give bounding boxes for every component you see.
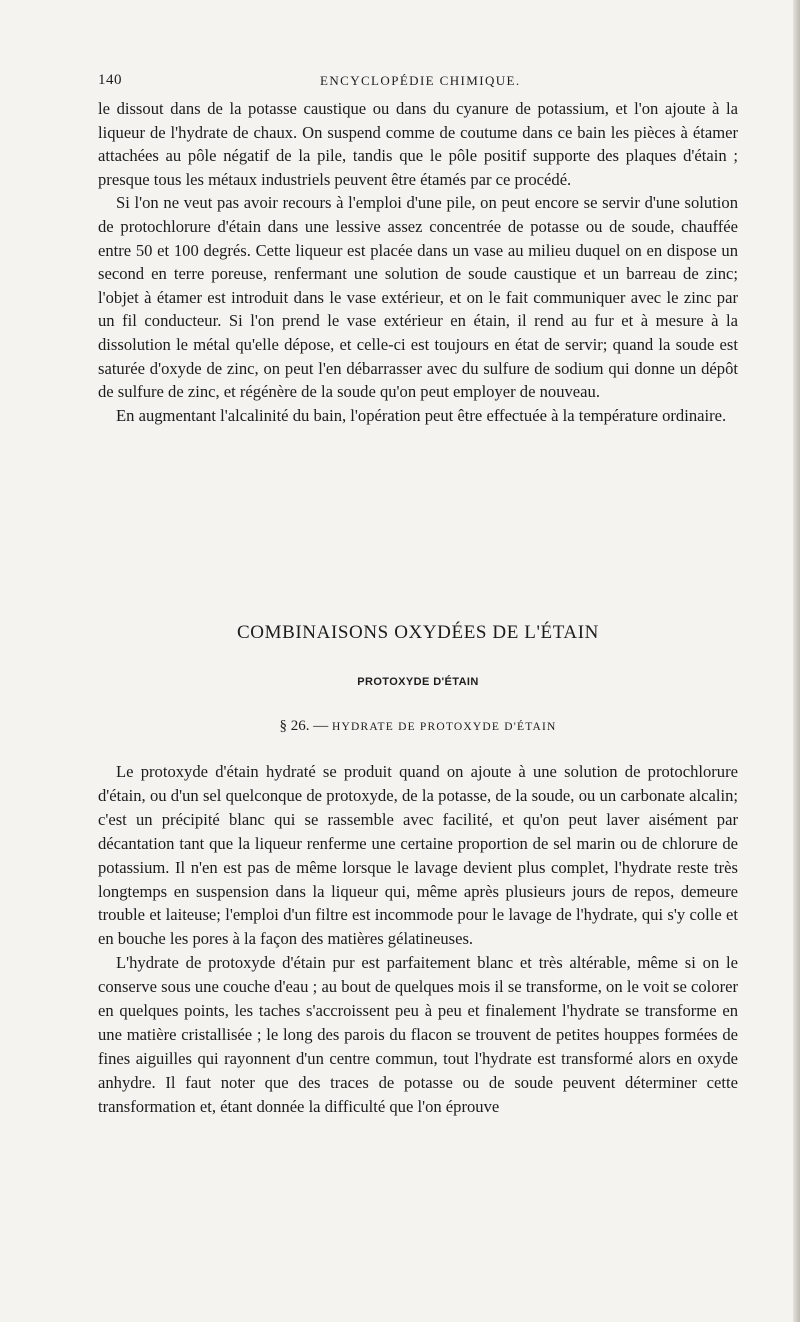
section-title: HYDRATE DE PROTOXYDE D'ÉTAIN (331, 721, 557, 733)
page-edge (793, 0, 800, 1322)
section-heading (98, 718, 738, 735)
paragraph: Si l'on ne veut pas avoir recours à l'emploi d'une pile, on peut encore se servir d'une solution de protochlorure d'étain dans une lessive assez concentrée de potasse ou de soude, chauffée entre 50 et 100 degrés. Cette liqueur est placée dans un vase au milieu duquel on en dispose un second en terre poreuse, renfermant une solution de soude caustique et un barreau de zinc; l'objet à étamer est introduit dans le vase extérieur, et on le fait communiquer avec le zinc par un fil conducteur. Si l'on prend le vase extérieur en étain, il rend au fur et à mesure à la dissolution le métal qu'elle dépose, et celle-ci est toujours en état de servir; quand la soude est saturée d'oxyde de zinc, on peut l'en débarrasser avec du sulfure de sodium qui donne un dépôt de sulfure de zinc, et régénère de la soude qu'on peut employer de nouveau. (98, 193, 738, 402)
chapter-heading: COMBINAISONS OXYDÉES DE L'ÉTAIN (237, 622, 599, 643)
paragraph: L'hydrate de protoxyde d'étain pur est parfaitement blanc et très altérable, même si on le conserve sous une couche d'eau ; au bout de quelques mois il se transforme, on le voit se colorer en quelques points, les taches s'accroissent peu à peu et finalement l'hydrate se transforme en une matière cristallisée ; le long des parois du flacon se trouvent de petites houppes formées de fines aiguilles qui rayonnent d'un centre commun, tout l'hydrate est transformé alors en oxyde anhydre. Il faut noter que des traces de potasse ou de soude peuvent déterminer cette transformation et, étant donnée la difficulté que l'on éprouve (98, 953, 738, 1116)
body-text-top (98, 97, 738, 427)
page-number: 140 (98, 72, 122, 88)
paragraph: le dissout dans de la potasse caustique ou dans du cyanure de potassium, et l'on ajoute à la liqueur de l'hydrate de chaux. On suspend comme de coutume dans ce bain les pièces à étamer attachées au pôle négatif de la pile, tandis que le pôle positif supporte des plaques d'étain ; presque tous les métaux industriels peuvent être étamés par ce procédé. (98, 99, 738, 189)
paragraph: Le protoxyde d'étain hydraté se produit quand on ajoute à une solution de protochlorure d'étain, ou d'un sel quelconque de protoxyde, de la potasse, de la soude, ou un carbonate alcalin; c'est un précipité blanc qui se rassemble avec facilité, et qu'on peut laver aisément par décantation tant que la liqueur renferme une certaine proportion de sel marin ou de chlorure de potassium. Il n'en est pas de même lorsque le lavage devient plus complet, l'hydrate reste très longtemps en suspension dans la liqueur qui, même après plusieurs jours de repos, demeure trouble et laiteuse; l'emploi d'un filtre est incommode pour le lavage de l'hydrate, qui s'y colle et en bouche les pores à la façon des matières gélatineuses. (98, 762, 738, 949)
section-number: § 26. — (279, 718, 329, 734)
paragraph: En augmentant l'alcalinité du bain, l'opération peut être effectuée à la température ordinaire. (116, 405, 727, 425)
subheading: PROTOXYDE D'ÉTAIN (357, 676, 479, 688)
body-text-bottom (98, 760, 738, 1119)
running-head: ENCYCLOPÉDIE CHIMIQUE. (320, 73, 521, 88)
page-header (98, 72, 738, 94)
